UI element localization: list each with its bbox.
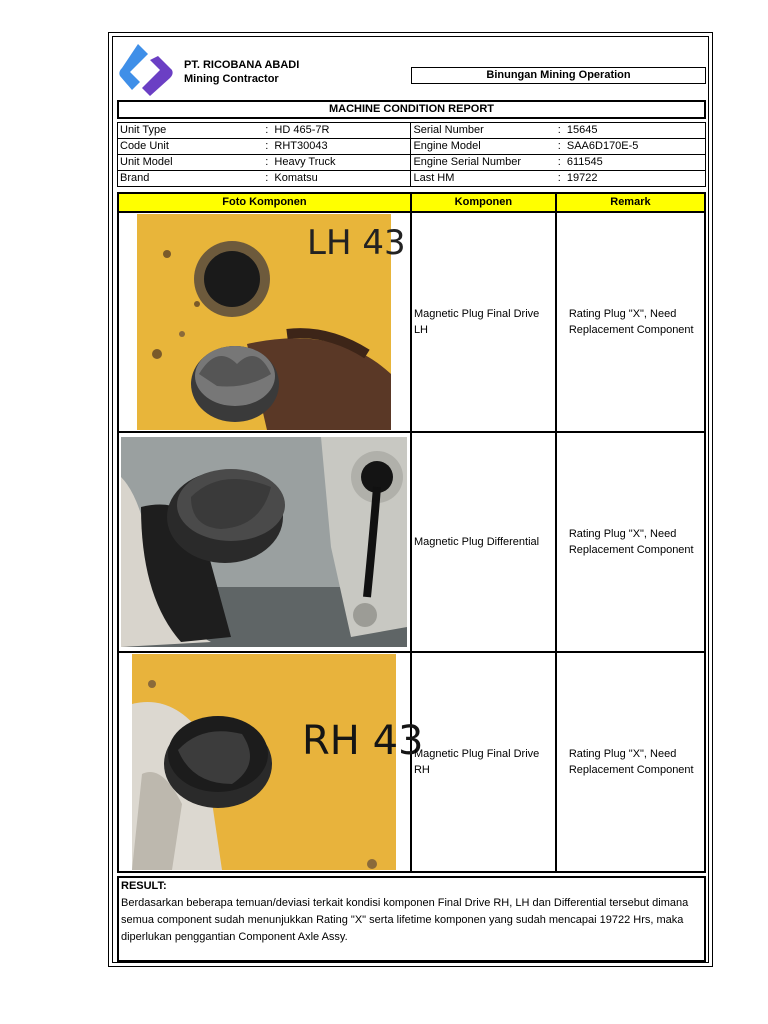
- photo-cell: [118, 212, 411, 432]
- company-subtitle: Mining Contractor: [184, 73, 279, 85]
- serial-number-label: Serial Number: [411, 123, 556, 139]
- result-section: [117, 876, 706, 962]
- engine-serial-label: Engine Serial Number: [411, 155, 556, 171]
- col-header-component: Komponen: [411, 193, 556, 212]
- component-remark: Rating Plug "X", Need Replacement Component: [556, 212, 705, 432]
- brand-label: Brand: [118, 171, 264, 187]
- unit-type-value: : HD 465-7R: [263, 123, 411, 139]
- info-row: [118, 139, 706, 155]
- info-row: [118, 123, 706, 139]
- engine-serial-value: : 611545: [556, 155, 706, 171]
- company-block: [184, 58, 299, 86]
- last-hm-value: : 19722: [556, 171, 706, 187]
- component-name: Magnetic Plug Differential: [411, 432, 556, 652]
- photo-text-lh: LH 43: [307, 223, 407, 263]
- info-row: [118, 155, 706, 171]
- component-table: [117, 192, 706, 873]
- report-title: MACHINE CONDITION REPORT: [117, 100, 706, 119]
- col-header-remark: Remark: [556, 193, 705, 212]
- site-name: Binungan Mining Operation: [411, 67, 706, 84]
- photo-differential: [121, 437, 407, 647]
- component-remark: Rating Plug "X", Need Replacement Component: [556, 432, 705, 652]
- component-name: Magnetic Plug Final Drive LH: [411, 212, 556, 432]
- unit-model-label: Unit Model: [118, 155, 264, 171]
- photo-cell: [118, 652, 424, 872]
- photo-final-drive-rh: [132, 654, 424, 870]
- company-name: PT. RICOBANA ABADI: [184, 59, 300, 71]
- col-header-photo: Foto Komponen: [118, 193, 411, 212]
- engine-model-value: : SAA6D170E-5: [556, 139, 706, 155]
- component-remark: Rating Plug "X", Need Replacement Component: [556, 652, 705, 872]
- code-unit-label: Code Unit: [118, 139, 264, 155]
- photo-text-rh: RH 43: [302, 718, 424, 764]
- unit-type-label: Unit Type: [118, 123, 264, 139]
- unit-info-table: [117, 122, 706, 187]
- table-row: [118, 432, 705, 652]
- code-unit-value: : RHT30043: [263, 139, 411, 155]
- unit-model-value: : Heavy Truck: [263, 155, 411, 171]
- component-name: Magnetic Plug Final Drive RH: [411, 652, 556, 872]
- info-row: [118, 171, 706, 187]
- table-row: [118, 652, 705, 872]
- company-logo: [118, 42, 176, 96]
- photo-cell: [118, 432, 411, 652]
- engine-model-label: Engine Model: [411, 139, 556, 155]
- table-row: [118, 212, 705, 432]
- serial-number-value: : 15645: [556, 123, 706, 139]
- last-hm-label: Last HM: [411, 171, 556, 187]
- brand-value: : Komatsu: [263, 171, 411, 187]
- result-text: Berdasarkan beberapa temuan/deviasi terkait kondisi komponen Final Drive RH, LH dan Differential tersebut dimana semua component sudah menunjukkan Rating "X" serta lifetime komponen yang sudah mencapai 19722 Hrs, maka diperlukan penggantian Component Axle Assy.: [121, 897, 689, 943]
- photo-final-drive-lh: [137, 214, 407, 430]
- component-table-header: [118, 193, 705, 212]
- result-label: RESULT:: [121, 880, 167, 892]
